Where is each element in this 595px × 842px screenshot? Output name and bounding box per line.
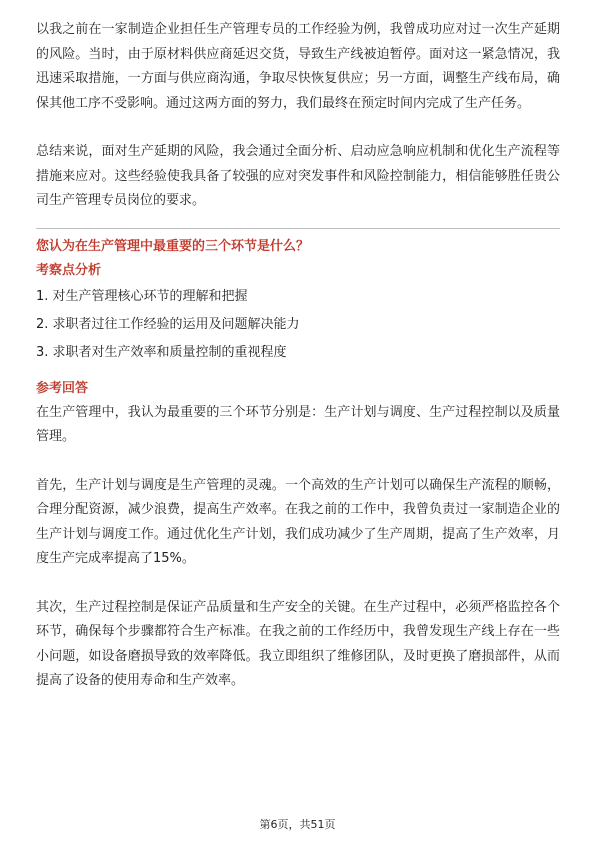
section-divider <box>36 228 560 229</box>
analysis-list <box>36 283 560 367</box>
spacer <box>36 450 560 474</box>
analysis-item: 2. 求职者过往工作经验的运用及问题解决能力 <box>36 316 300 332</box>
answer-paragraph-2: 首先，生产计划与调度是生产管理的灵魂。一个高效的生产计划可以确保生产流程的顺畅，合理分配资源，减少浪费，提高生产效率。在我之前的工作中，我曾负责过一家制造企业的生产计划与调度工作。通过优化生产计划，我们成功减少了生产周期，提高了生产效率，月度生产完成率提高了15%。 <box>36 477 560 566</box>
analysis-label: 考察点分析 <box>36 262 102 278</box>
intro-paragraph-2: 总结来说，面对生产延期的风险，我会通过全面分析、启动应急响应机制和优化生产流程等措施来应对。这些经验使我具备了较强的应对突发事件和风险控制能力，相信能够胜任贵公司生产管理专员岗位的要求。 <box>36 144 560 208</box>
intro-paragraph-1: 以我之前在一家制造企业担任生产管理专员的工作经验为例，我曾成功应对过一次生产延期的风险。当时，由于原材料供应商延迟交货，导致生产线被迫暂停。面对这一紧急情况，我迅速采取措施，一方面与供应商沟通，争取尽快恢复供应；另一方面，调整生产线布局，确保其他工序不受影响。通过这两方面的努力，我们最终在预定时间内完成了生产任务。 <box>36 22 560 111</box>
spacer <box>36 116 560 140</box>
page-footer: 第6页，共51页 <box>259 818 336 831</box>
answer-label: 参考回答 <box>36 380 89 396</box>
question-heading: 您认为在生产管理中最重要的三个环节是什么？ <box>36 238 310 254</box>
document-page <box>36 18 560 694</box>
answer-paragraph-1: 在生产管理中，我认为最重要的三个环节分别是：生产计划与调度、生产过程控制以及质量管理。 <box>36 404 560 444</box>
spacer <box>36 572 560 596</box>
analysis-item: 1. 对生产管理核心环节的理解和把握 <box>36 288 248 304</box>
spacer <box>36 367 560 377</box>
analysis-item: 3. 求职者对生产效率和质量控制的重视程度 <box>36 344 287 360</box>
answer-paragraph-3: 其次，生产过程控制是保证产品质量和生产安全的关键。在生产过程中，必须严格监控各个环节，确保每个步骤都符合生产标准。在我之前的工作经历中，我曾发现生产线上存在一些小问题，如设备磨损导致的效率降低。我立即组织了维修团队，及时更换了磨损部件，从而提高了设备的使用寿命和生产效率。 <box>36 599 560 688</box>
